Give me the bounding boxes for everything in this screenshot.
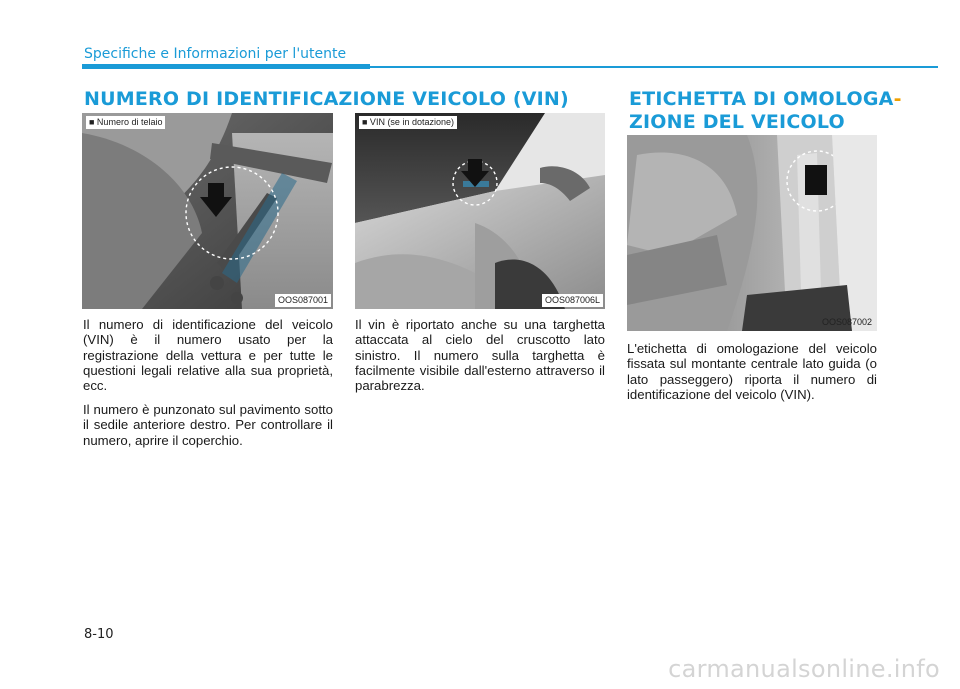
page-number: 8-10 <box>84 627 114 642</box>
figure-tag: ■ VIN (se in dotazione) <box>359 116 457 129</box>
heading-label-line2: ZIONE DEL VEICOLO <box>629 111 845 133</box>
figure-code: OOS087002 <box>821 317 872 327</box>
figure-code: OOS087001 <box>275 294 331 307</box>
paragraph-vin-intro: Il numero di identificazione del veicolo (VIN) è il numero usato per la registrazione della vettura e per tutte le questioni legali relative alla sua proprietà, ecc. <box>83 317 333 394</box>
car-front-illustration <box>355 113 605 309</box>
figure-tag: ■ Numero di telaio <box>86 116 165 129</box>
figure-vin-windshield <box>355 113 605 309</box>
watermark: carmanualsonline.info <box>668 655 940 683</box>
door-pillar-illustration <box>627 135 877 331</box>
figure-b-pillar <box>627 135 877 331</box>
section-header: Specifiche e Informazioni per l'utente <box>84 46 347 62</box>
heading-line1: ETICHETTA DI OMOLOGA <box>629 88 894 110</box>
figure-vin-floor <box>82 113 333 309</box>
header-rule <box>370 66 938 68</box>
heading-hyphen: - <box>893 88 902 110</box>
header-bar <box>82 64 370 69</box>
figure-code: OOS087006L <box>542 294 603 307</box>
paragraph-vin-windshield: Il vin è riportato anche su una targhetta attaccata al cielo del cruscotto lato sinistro. Il numero sulla targhetta è facilmente visibile dall'esterno attraverso il parabrezza. <box>355 317 605 394</box>
seat-floor-illustration <box>82 113 333 309</box>
heading-label <box>629 87 902 111</box>
paragraph-homologation: L'etichetta di omologazione del veicolo fissata sul montante centrale lato guida (o lato passeggero) riporta il numero di identificazione del veicolo (VIN). <box>627 341 877 402</box>
heading-vin: NUMERO DI IDENTIFICAZIONE VEICOLO (VIN) <box>84 88 569 110</box>
paragraph-vin-floor: Il numero è punzonato sul pavimento sotto il sedile anteriore destro. Per controllare il numero, aprire il coperchio. <box>83 402 333 448</box>
